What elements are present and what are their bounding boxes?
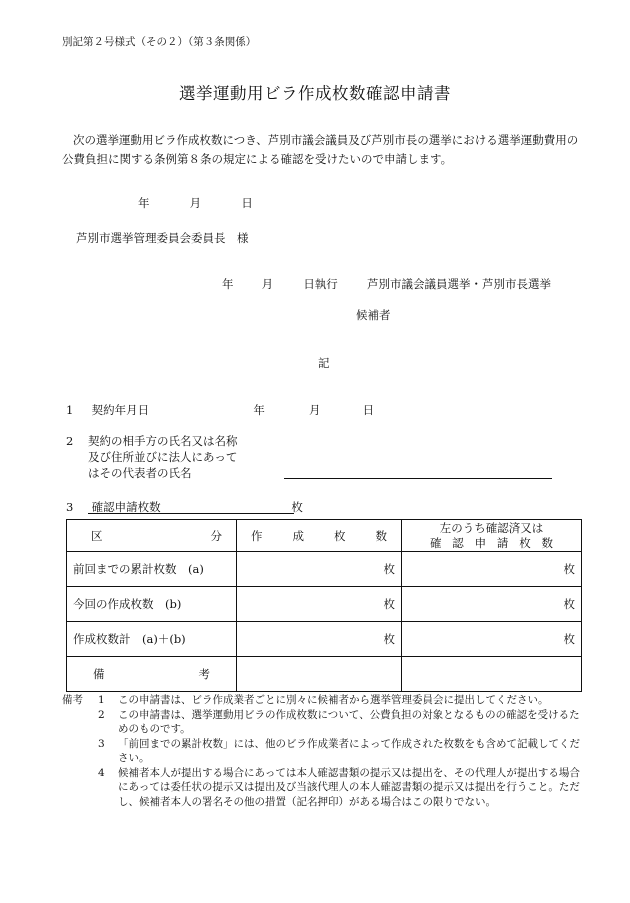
confirmed-count-cell[interactable]: 枚: [402, 552, 582, 587]
table-row: [67, 587, 582, 622]
note-item: [62, 737, 586, 766]
note-number: 1: [98, 694, 105, 706]
contract-party-field-line: [284, 478, 552, 479]
item-contract-date: [66, 402, 374, 418]
note-number: 3: [98, 737, 105, 750]
contract-day: 日: [362, 403, 375, 417]
header-confirmed-line1: 左のうち確認済又は: [439, 520, 544, 535]
confirmed-count-cell[interactable]: 枚: [402, 622, 582, 657]
note-item: [62, 708, 586, 737]
note-text: 候補者本人が提出する場合にあっては本人確認書類の提示又は提出を、その代理人が提出する場合にあっては委任状の提示又は提出及び当該代理人の本人確認書類の提示又は提出を行うこと。ただし、候補者本人の署名その他の措置（記名押印）がある場合はこの限りでない。: [118, 766, 580, 808]
created-count-cell[interactable]: 枚: [237, 622, 402, 657]
row-label: 今回の作成枚数 (b): [67, 587, 237, 622]
item-label-line: 及び住所並びに法人にあって: [88, 450, 238, 464]
item-number: 2: [66, 434, 74, 448]
table-row: [67, 657, 582, 692]
note-item: [62, 693, 586, 708]
note-text: この申請書は、ビラ作成業者ごとに別々に候補者から選挙管理委員会に提出してください。: [118, 694, 549, 706]
item-label: 契約年月日: [91, 403, 150, 417]
exec-year: 年: [222, 277, 234, 291]
item-unit: 枚: [291, 500, 303, 514]
notes-section: [62, 693, 586, 809]
application-date: [138, 195, 253, 211]
item-contract-party: [66, 433, 266, 481]
candidate-label: 候補者: [356, 308, 391, 322]
note-item: [62, 766, 586, 810]
note-text: この申請書は、選挙運動用ビラの作成枚数について、公費負担の対象となるものの確認を受けるためのものです。: [118, 708, 580, 735]
table-row: [67, 552, 582, 587]
contract-year: 年: [253, 403, 265, 417]
header-category: 区 分: [67, 520, 237, 552]
note-text: 「前回までの累計枚数」には、他のビラ作成業者によって作成された枚数をも含めて記載してください。: [118, 737, 580, 764]
notes-label: 備考: [62, 694, 83, 706]
date-day: 日: [241, 196, 253, 210]
intro-paragraph: 次の選挙運動用ビラ作成枚数につき、芦別市議会議員及び芦別市長の選挙における選挙運動費用の公費負担に関する条例第８条の規定による確認を受けたいので申請します。: [62, 133, 579, 166]
date-year: 年: [138, 196, 150, 210]
document-title: 選挙運動用ビラ作成枚数確認申請書: [179, 84, 451, 103]
created-count-cell[interactable]: 枚: [237, 587, 402, 622]
remarks-cell[interactable]: [402, 657, 582, 692]
form-number: 別記第２号様式（その２）（第３条関係）: [62, 36, 257, 48]
header-confirmed-line2: 確認申請枚数: [430, 535, 553, 550]
item-label-line: 契約の相手方の氏名又は名称: [88, 434, 238, 448]
header-confirmed: [402, 520, 582, 552]
created-count-cell[interactable]: 枚: [237, 552, 402, 587]
election-name: 芦別市議会議員選挙・芦別市長選挙: [366, 277, 551, 291]
item-number: 1: [66, 403, 74, 417]
date-month: 月: [189, 196, 202, 210]
remarks-cell[interactable]: [237, 657, 402, 692]
row-label: 作成枚数計 (a)＋(b): [67, 622, 237, 657]
exec-day: 日執行: [303, 277, 338, 291]
header-created: 作 成 枚 数: [237, 520, 402, 552]
count-table: [66, 519, 582, 692]
note-number: 4: [98, 766, 105, 779]
contract-month: 月: [308, 403, 321, 417]
row-label: 備 考: [67, 657, 237, 692]
note-number: 2: [98, 708, 105, 721]
item-number: 3: [66, 500, 74, 514]
confirmed-count-cell[interactable]: 枚: [402, 587, 582, 622]
item-label-line: はその代表者の氏名: [88, 466, 192, 480]
table-header-row: [67, 520, 582, 552]
addressee: 芦別市選挙管理委員会委員長 様: [76, 231, 249, 245]
table-row: [67, 622, 582, 657]
election-execution-line: [222, 276, 551, 292]
requested-count-underline: [88, 513, 294, 514]
item-label: 確認申請枚数: [91, 500, 161, 514]
ki-heading: 記: [318, 356, 330, 370]
exec-month: 月: [261, 277, 274, 291]
row-label: 前回までの累計枚数 (a): [67, 552, 237, 587]
